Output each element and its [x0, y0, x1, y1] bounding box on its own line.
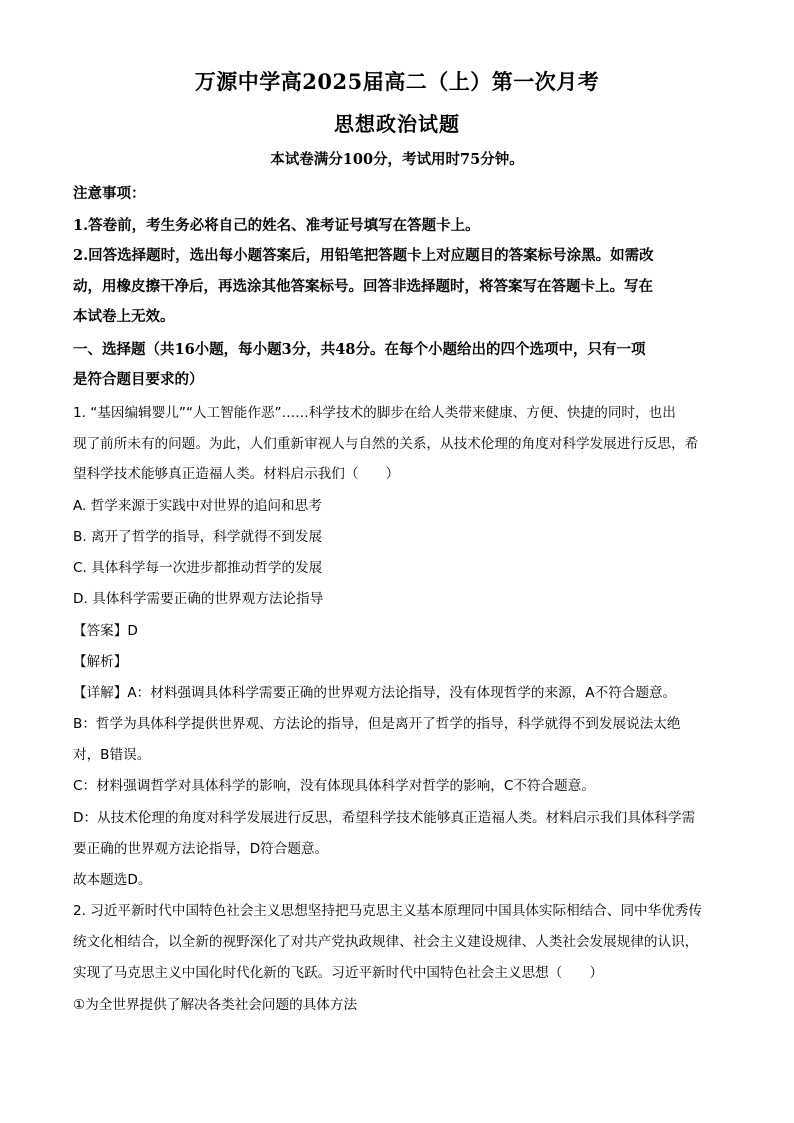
q1-stem-line-1: 1. “基因编辑婴儿”“人工智能作恶”……科学技术的脚步在给人类带来健康、方便、快捷的同时，也出 [73, 405, 676, 421]
notice-item-2-line-1: 2.回答选择题时，选出每小题答案后，用铅笔把答题卡上对应题目的答案标号涂黑。如需改 [73, 247, 654, 264]
subject-title: 思想政治试题 [334, 112, 460, 136]
q1-detail-line-4: C：材料强调哲学对具体科学的影响，没有体现具体科学对哲学的影响，C不符合题意。 [73, 778, 595, 794]
q2-stem-line-2: 统文化相结合，以全新的视野深化了对共产党执政规律、社会主义建设规律、人类社会发展规律的认识， [73, 934, 699, 950]
q1-detail-line-5: D：从技术伦理的角度对科学发展进行反思，希望科学技术能够真正造福人类。材料启示我们具体科学需 [73, 810, 696, 826]
q1-option-d: D. 具体科学需要正确的世界观方法论指导 [73, 591, 324, 607]
q1-stem-line-3: 望科学技术能够真正造福人类。材料启示我们（ ） [73, 466, 400, 482]
notice-item-2-line-2: 动，用橡皮擦干净后，再选涂其他答案标号。回答非选择题时，将答案写在答题卡上。写在 [73, 278, 653, 295]
notice-item-1: 1.答卷前，考生务必将自己的姓名、准考证号填写在答题卡上。 [73, 217, 480, 234]
section-heading-line-1: 一、选择题（共16小题，每小题3分，共48分。在每个小题给出的四个选项中，只有一项 [73, 341, 646, 358]
q1-option-b: B. 离开了哲学的指导，科学就得不到发展 [73, 529, 323, 545]
q1-detail-line-6: 要正确的世界观方法论指导，D符合题意。 [73, 841, 329, 857]
q1-stem-line-2: 现了前所未有的问题。为此，人们重新审视人与自然的关系，从技术伦理的角度对科学发展进行反思，希 [73, 436, 699, 452]
q1-analysis-heading: 【解析】 [73, 654, 128, 670]
q1-answer: 【答案】D [73, 623, 138, 639]
q1-option-a: A. 哲学来源于实践中对世界的追问和思考 [73, 498, 322, 514]
notice-item-2-line-3: 本试卷上无效。 [73, 308, 175, 325]
exam-info: 本试卷满分100分，考试用时75分钟。 [270, 151, 524, 168]
q2-option-1: ①为全世界提供了解决各类社会问题的具体方法 [73, 997, 358, 1013]
q1-detail-line-1: 【详解】A：材料强调具体科学需要正确的世界观方法论指导，没有体现哲学的来源，A不符合题意。 [73, 685, 677, 701]
q2-stem-line-1: 2. 习近平新时代中国特色社会主义思想坚持把马克思主义基本原理同中国具体实际相结合、同中华优秀传 [73, 903, 703, 919]
section-heading-line-2: 是符合题目要求的） [73, 371, 204, 388]
exam-title: 万源中学高2025届高二（上）第一次月考 [194, 69, 600, 94]
notice-heading: 注意事项： [73, 185, 146, 202]
q1-conclusion: 故本题选D。 [73, 872, 152, 888]
q1-detail-line-3: 对，B错误。 [73, 747, 151, 763]
q1-option-c: C. 具体科学每一次进步都推动哲学的发展 [73, 560, 323, 576]
q2-stem-line-3: 实现了马克思主义中国化时代化新的飞跃。习近平新时代中国特色社会主义思想（ ） [73, 965, 604, 981]
q1-detail-line-2: B：哲学为具体科学提供世界观、方法论的指导，但是离开了哲学的指导，科学就得不到发展说法太绝 [73, 716, 681, 732]
